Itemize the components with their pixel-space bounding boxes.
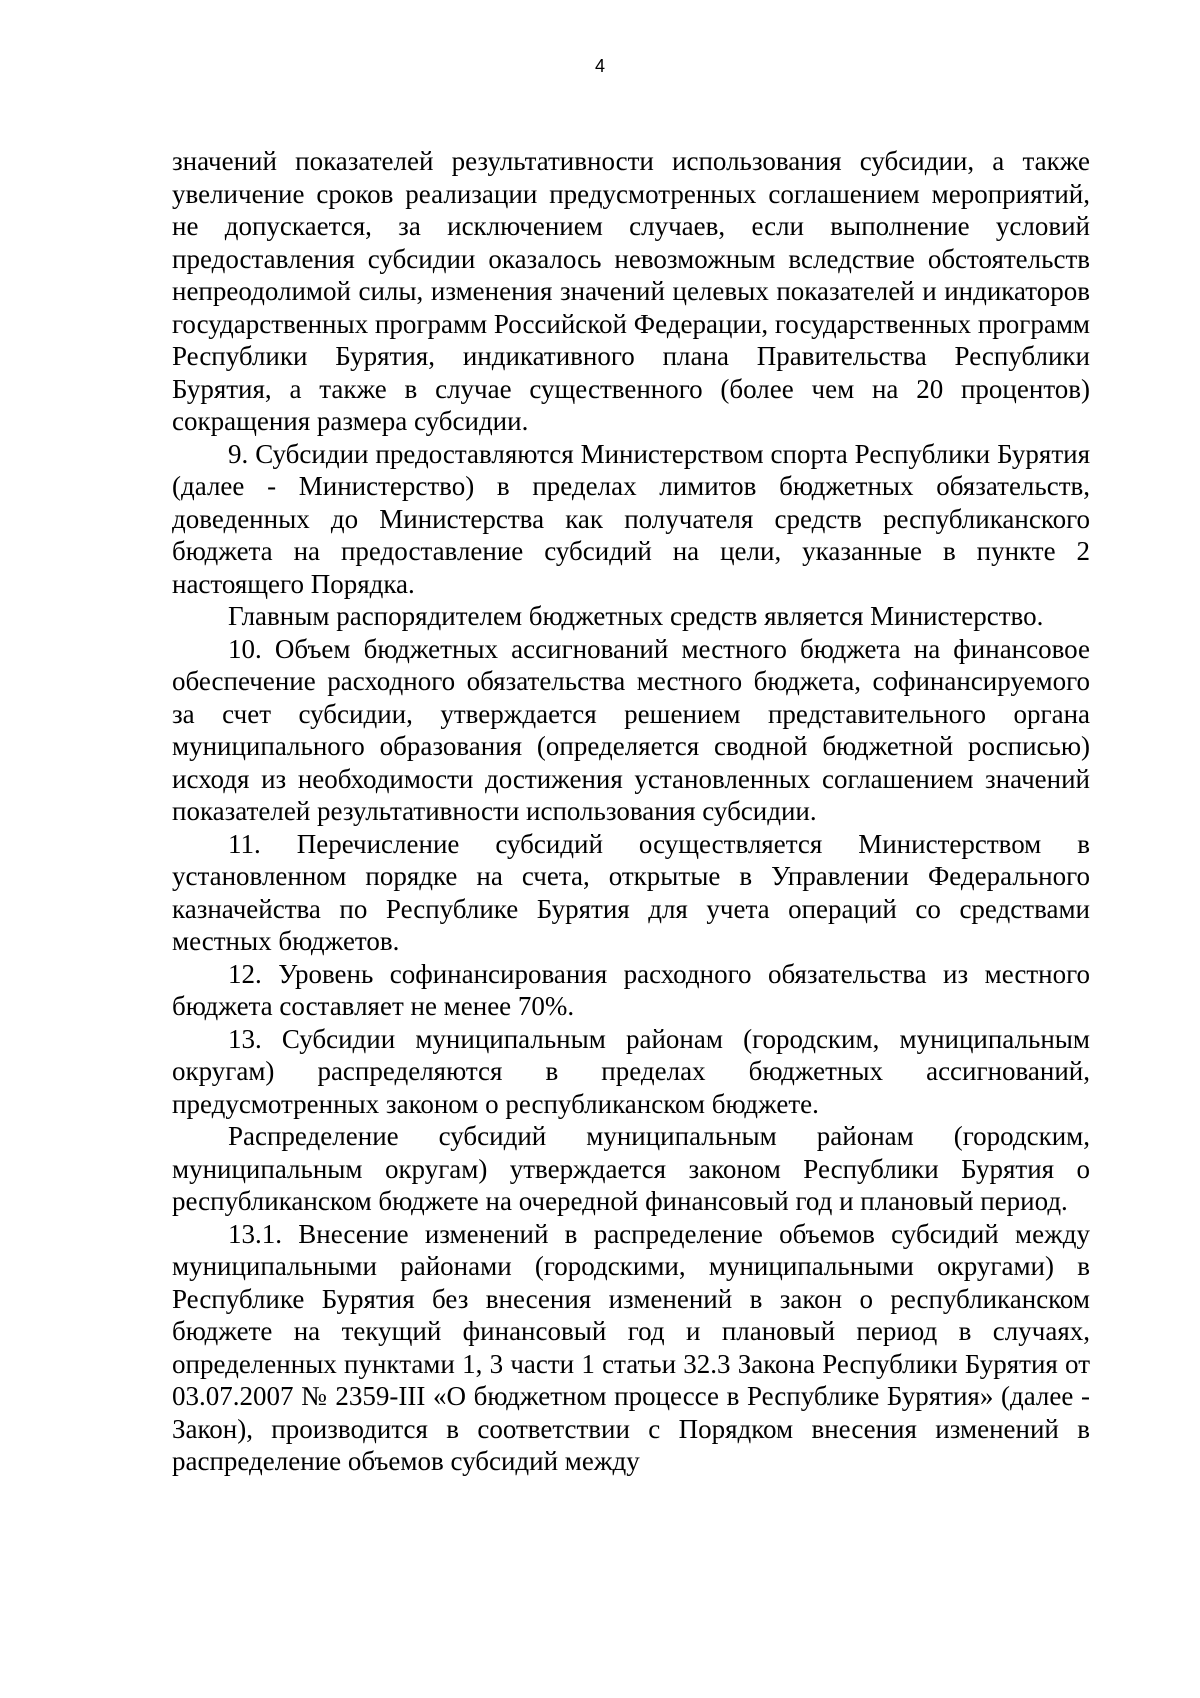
page-number: 4: [594, 56, 605, 76]
paragraph-item-10: 10. Объем бюджетных ассигнований местного бюджета на финансовое обеспечение расходного обязательства местного бюджета, софинансируемого за счет субсидии, утверждается решением представительного органа муниципального образования (определяется сводной бюджетной росписью) исходя из необходимости достижения установленных соглашением значений показателей результативности использования субсидии.: [172, 633, 1090, 826]
paragraph-item-12: 12. Уровень софинансирования расходного обязательства из местного бюджета составляет не менее 70%.: [172, 958, 1090, 1021]
paragraph-continuation: значений показателей результативности использования субсидии, а также увеличение сроков реализации предусмотренных соглашением мероприятий, не допускается, за исключением случаев, если выполнение условий предоставления субсидии оказалось невозможным вследствие обстоятельств непреодолимой силы, изменения значений целевых показателей и индикаторов государственных программ Российской Федерации, государственных программ Республики Бурятия, индикативного плана Правительства Республики Бурятия, а также в случае существенного (более чем на 20 процентов) сокращения размера субсидии.: [172, 146, 1090, 436]
paragraph-distribution: Распределение субсидий муниципальным районам (городским, муниципальным округам) утверждается законом Республики Бурятия о республиканском бюджете на очередной финансовый год и плановый период.: [172, 1121, 1090, 1216]
paragraph-chief-administrator: Главным распорядителем бюджетных средств является Министерство.: [228, 601, 1044, 631]
paragraph-item-13: 13. Субсидии муниципальным районам (городским, муниципальным округам) распределяются в пределах бюджетных ассигнований, предусмотренных законом о республиканском бюджете.: [172, 1023, 1090, 1119]
document-body: [172, 145, 1090, 1478]
paragraph-item-13-1: 13.1. Внесение изменений в распределение объемов субсидий между муниципальными районами (городскими, муниципальными округами) в Республике Бурятия без внесения изменений в закон о республиканском бюджете на текущий финансовый год и плановый период в случаях, определенных пунктами 1, 3 части 1 статьи 32.3 Закона Республики Бурятия от 03.07.2007 № 2359-III «О бюджетном процессе в Республике Бурятия» (далее - Закон), производится в соответствии с Порядком внесения изменений в распределение объемов субсидий между: [172, 1218, 1090, 1476]
paragraph-item-9: 9. Субсидии предоставляются Министерством спорта Республики Бурятия (далее - Министерство) в пределах лимитов бюджетных обязательств, доведенных до Министерства как получателя средств республиканского бюджета на предоставление субсидий на цели, указанные в пункте 2 настоящего Порядка.: [172, 438, 1090, 599]
paragraph-item-11: 11. Перечисление субсидий осуществляется Министерством в установленном порядке на счета, открытые в Управлении Федерального казначейства по Республике Бурятия для учета операций со средствами местных бюджетов.: [172, 828, 1090, 956]
